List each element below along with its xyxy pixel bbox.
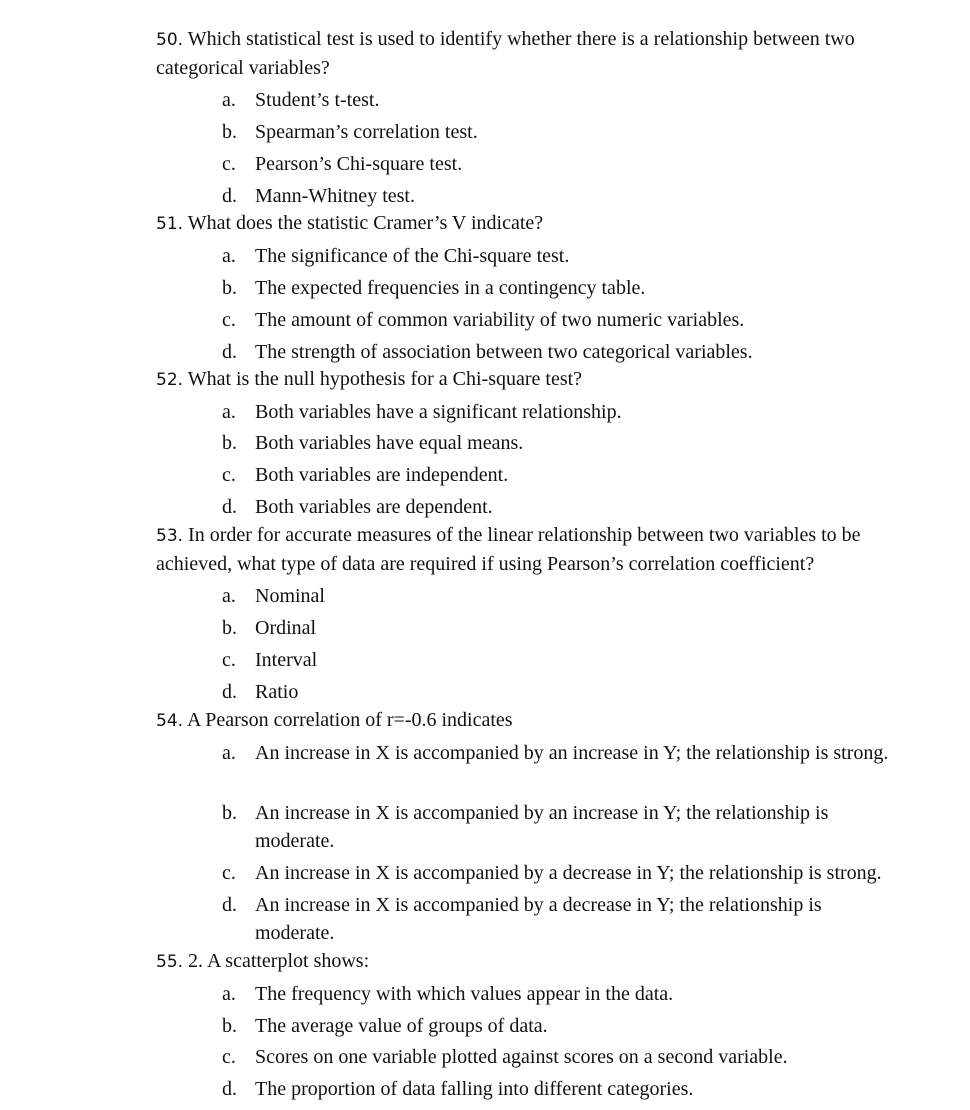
- option-letter: a.: [222, 983, 236, 1005]
- option-text: Both variables are independent.: [255, 464, 509, 486]
- option-item: [156, 182, 936, 210]
- option-letter: d.: [222, 496, 237, 518]
- option-item: [156, 1043, 936, 1075]
- option-letter: c.: [222, 464, 236, 486]
- option-text: Pearson’s Chi-square test.: [255, 153, 463, 175]
- option-list: [156, 242, 936, 366]
- option-item: [156, 461, 936, 493]
- option-letter: a.: [222, 89, 236, 111]
- option-text: Ratio: [255, 681, 299, 703]
- option-letter: b.: [222, 802, 237, 824]
- option-text: The amount of common variability of two numeric variables.: [255, 309, 745, 331]
- question-prompt: What is the null hypothesis for a Chi-square test?: [187, 368, 583, 390]
- option-text: The expected frequencies in a contingency table.: [255, 277, 646, 299]
- option-item: [156, 891, 895, 947]
- question-number: 54.: [156, 711, 184, 731]
- option-letter: b.: [222, 1015, 237, 1037]
- option-list: [156, 86, 936, 210]
- option-item: [156, 242, 936, 274]
- option-letter: d.: [222, 1078, 237, 1100]
- option-letter: c.: [222, 862, 236, 884]
- option-text: Ordinal: [255, 617, 317, 639]
- option-text: Both variables are dependent.: [255, 496, 493, 518]
- question-51: [156, 209, 936, 366]
- option-list: [156, 582, 936, 706]
- question-text: [156, 365, 936, 394]
- question-number: 51.: [156, 214, 184, 234]
- option-letter: a.: [222, 401, 236, 423]
- option-letter: a.: [222, 245, 236, 267]
- option-text: An increase in X is accompanied by a decrease in Y; the relationship is strong.: [255, 862, 882, 884]
- question-55: [156, 947, 936, 1103]
- option-item: [156, 1012, 936, 1043]
- option-item: [156, 582, 936, 614]
- option-letter: d.: [222, 341, 237, 363]
- option-list: [156, 980, 936, 1103]
- option-letter: d.: [222, 681, 237, 703]
- question-text: [156, 25, 936, 82]
- option-letter: c.: [222, 1046, 236, 1068]
- option-letter: a.: [222, 585, 236, 607]
- option-text: The frequency with which values appear in the data.: [255, 983, 674, 1005]
- option-text: The average value of groups of data.: [255, 1015, 548, 1037]
- option-text: Spearman’s correlation test.: [255, 121, 478, 143]
- option-text: Nominal: [255, 585, 325, 607]
- option-letter: b.: [222, 277, 237, 299]
- question-text: [156, 706, 956, 735]
- option-text: The strength of association between two categorical variables.: [255, 341, 753, 363]
- option-item: [156, 799, 895, 859]
- option-text: An increase in X is accompanied by an increase in Y; the relationship is strong.: [255, 742, 889, 764]
- question-50: [156, 25, 936, 210]
- option-item: [156, 86, 936, 118]
- question-53: [156, 521, 936, 706]
- question-prompt: 2. A scatterplot shows:: [188, 950, 370, 972]
- option-letter: b.: [222, 432, 237, 454]
- question-text: [156, 209, 936, 238]
- option-item: [156, 1075, 936, 1103]
- option-item: [156, 429, 936, 461]
- option-item: [156, 118, 936, 150]
- option-item: [156, 150, 936, 182]
- option-item: [156, 338, 936, 366]
- question-52: [156, 365, 936, 521]
- question-text: [156, 521, 936, 578]
- question-number: 50.: [156, 30, 184, 50]
- option-text: Both variables have equal means.: [255, 432, 524, 454]
- option-item: [156, 493, 936, 521]
- question-number: 55.: [156, 952, 184, 972]
- option-text: Mann-Whitney test.: [255, 185, 415, 207]
- option-letter: b.: [222, 121, 237, 143]
- option-item: [156, 306, 936, 338]
- question-54: [156, 706, 956, 947]
- question-text: [156, 947, 936, 976]
- option-text: Interval: [255, 649, 318, 671]
- question-number: 52.: [156, 370, 184, 390]
- option-letter: c.: [222, 309, 236, 331]
- option-item: [156, 274, 936, 306]
- option-item: [156, 859, 970, 891]
- question-prompt: What does the statistic Cramer’s V indicate?: [187, 212, 544, 234]
- option-item: [156, 614, 936, 646]
- option-letter: d.: [222, 185, 237, 207]
- question-number: 53.: [156, 526, 184, 546]
- option-letter: d.: [222, 894, 237, 916]
- option-text: Both variables have a significant relationship.: [255, 401, 622, 423]
- option-item: [156, 980, 936, 1012]
- option-item: [156, 678, 936, 706]
- option-text: An increase in X is accompanied by an increase in Y; the relationship is moderate.: [255, 802, 829, 852]
- question-prompt: Which statistical test is used to identify whether there is a relationship between two categorical variables?: [156, 28, 855, 79]
- option-item: [156, 739, 895, 799]
- option-text: Scores on one variable plotted against scores on a second variable.: [255, 1046, 788, 1068]
- option-list: [156, 398, 936, 521]
- option-letter: c.: [222, 649, 236, 671]
- option-item: [156, 398, 936, 429]
- question-prompt: In order for accurate measures of the linear relationship between two variables to be achieved, what type of data are required if using Pearson’s correlation coefficient?: [156, 524, 861, 575]
- option-text: The proportion of data falling into different categories.: [255, 1078, 694, 1100]
- option-text: An increase in X is accompanied by a decrease in Y; the relationship is moderate.: [255, 894, 822, 944]
- option-text: Student’s t-test.: [255, 89, 380, 111]
- question-prompt: A Pearson correlation of r=-0.6 indicates: [186, 709, 513, 731]
- option-letter: b.: [222, 617, 237, 639]
- option-list: [156, 739, 956, 947]
- option-text: The significance of the Chi-square test.: [255, 245, 570, 267]
- option-letter: a.: [222, 742, 236, 764]
- option-item: [156, 646, 936, 678]
- option-letter: c.: [222, 153, 236, 175]
